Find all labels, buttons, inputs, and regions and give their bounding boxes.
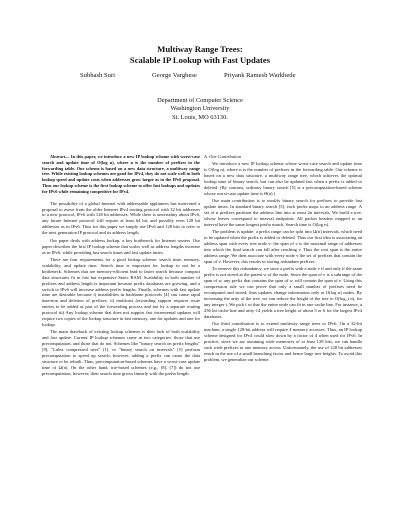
- affiliation: [0, 97, 400, 122]
- paragraph: There are four requirements for a good lookup scheme: search time, memory, scalability, and update time. Search time is important for lookup to not be a bottleneck. Schemes that are memory-efficient lead to faster search because compact data structures fit in fast but expensive Static RAM. Scalability in both number of prefixes and address length is important because prefix databases are growing, and a switch to IPv6 will increase address prefix lengths. Finally, schemes with fast update time are desirable because i) instabilities in backbone protocols [4] can cause rapid insertion and deletion of prefixes. ii) multicast forwarding support requires route entries to be added as part of the forwarding process and not by a separate routing protocol iii) Any lookup scheme that does not support fast incremental updates will require two copies of the lookup structure in fast memory, one for updates and one for lookup.: [42, 256, 200, 328]
- abstract-text: — In this paper, we introduce a new IP lookup scheme with worst-case search and update time of O(log n), where n is the number of prefixes in the forwarding table. Our scheme is based on a new data structure, a multiway range tree. While existing lookup schemes are good for IPv4, they do not scale well in both lookup speed and update costs when addresses grow larger as in the IPv6 proposal. Thus our lookup scheme is the first lookup scheme to offer fast lookups and updates for IPv6 while remaining competitive for IPv4.: [42, 154, 200, 194]
- abstract: [42, 154, 200, 195]
- title-line-1: Multiway Range Trees:: [157, 44, 243, 54]
- paragraph: The possibility of a global Internet with addressable appliances has motivated a proposal to move from the older Internet IPv4 routing protocol with 32 bit addresses to a new protocol, IPv6 with 128 bit addresses. While there is uncertainty about IPv6, any future Internet protocol will require at least 64 bit, and possibly even 128 bit addresses as in IPv6. Thus for this paper we simply use IPv6 and 128 bits to refer to the next generation IP protocol and its address length.: [42, 200, 200, 236]
- section-heading: A. Our Contribution: [204, 154, 242, 159]
- author-2: George Varghese: [152, 72, 197, 79]
- title-line-2: Scalable IP Lookup with Fast Updates: [129, 54, 271, 65]
- paragraph: The main drawback of existing lookup schemes is their lack of both scalability and fast update. Current IP lookup schemes come in two categories: those that use precomputation, and those that do not. Schemes like "binary search on prefix lengths" [9], "Lulea compressed tries" [1], or "binary search on intervals" [5] perform precomputation to speed up search; however, adding a prefix can cause the data structure to be rebuilt. Thus, precomputation-based schemes have a worst-case update time of Ω(n). On the other hand, trie-based schemes (e.g., [8], [7]) do not use precomputation, however, their search time grows linearly with the prefix length.: [42, 329, 200, 377]
- abstract-label: Abstract: [50, 154, 66, 159]
- paragraph: Our third contribution is to extend multiway range trees to IPv6. On a 32-bit machine, a single 128-bit address will require 4 memory accesses. Thus, an IP lookup scheme designed for IPv4 could slow down by a factor of 4 when used for IPv6. In practice, since we are assuming wide memories of at least 128 bits, we can handle such wide prefixes in one memory access. Unfortunately, the use of 128 bit addresses result in the use of a small branching factor and hence large tree heights. To avoid this problem, we generalize our scheme: [204, 321, 362, 362]
- affiliation-line-1: Department of Computer Science: [157, 97, 243, 104]
- paragraph: Our main contribution is to modify binary search for prefixes to provide fast update times. In standard binary search [5], each prefix maps to an address range. A set of n prefixes partition the address line into at most 2n intervals. We build a tree, whose leaves correspond to interval endpoints. All packet headers mapped to an interval have the same longest prefix match. Search time is O(log n).: [204, 198, 362, 228]
- affiliation-line-2: Washington University: [170, 105, 230, 113]
- author-3: Priyank Ramesh Warkhede: [224, 72, 296, 79]
- author-1: Subhash Suri: [80, 72, 115, 79]
- left-column: [42, 154, 200, 378]
- paragraph: We introduce a new IP lookup scheme whose worst-case search and update time is O(log n), where n is the number of prefixes in the forwarding table. Our scheme is based on a new data structure, a multiway range tree, which achieves the optimal lookup time of binary search, but can also be updated fast when a prefix is added or deleted. (By contrast, ordinary binary search [5] is a precomputation-based scheme whose worst-case update time is Θ(n).): [204, 161, 362, 197]
- affiliation-line-3: St. Louis, MO 63130.: [172, 113, 228, 121]
- right-column: [204, 154, 362, 364]
- paragraph: To remove this redundancy, we store a prefix with a node v if and only if the same prefix is not stored at the parent w of the node. Since the span of v is a subrange of the span of w, any prefix that contains the span of w, will contain the span of v. Using this compression rule we can prove that only a small number of prefixes need be recomputed and stored; thus updates change information only at O(log n) nodes. By increasing the arity of the tree, we can reduce the height of the tree to O(log_t n), for any integer t. We pick t so that the entire node can fit in one cache line. For instance, a 256 bit cache line and arity-14 yields a tree height of about 5 or 6 for the largest IPv4 databases.: [204, 266, 362, 319]
- paper-title: [0, 44, 400, 65]
- paragraph: The problem is update: a prefix range can be split into Ω(n) intervals, which need to be updated when the prefix is added or deleted. Thus our first idea is associating an address span with every tree node v: the span of v is the maximal range of addresses into which the final search can fall after reaching v. Thus the root span is the entire address range. We then associate with every node v the set of prefixes that contain the span of v. However, this results in storing redundant prefixes.: [204, 229, 362, 265]
- paragraph: Our paper deals with address lookup, a key bottleneck for Internet routers. Our paper describes the first IP lookup scheme that scales well as address lengths increase as in IPv6, while providing fast search times and fast update times.: [42, 237, 200, 255]
